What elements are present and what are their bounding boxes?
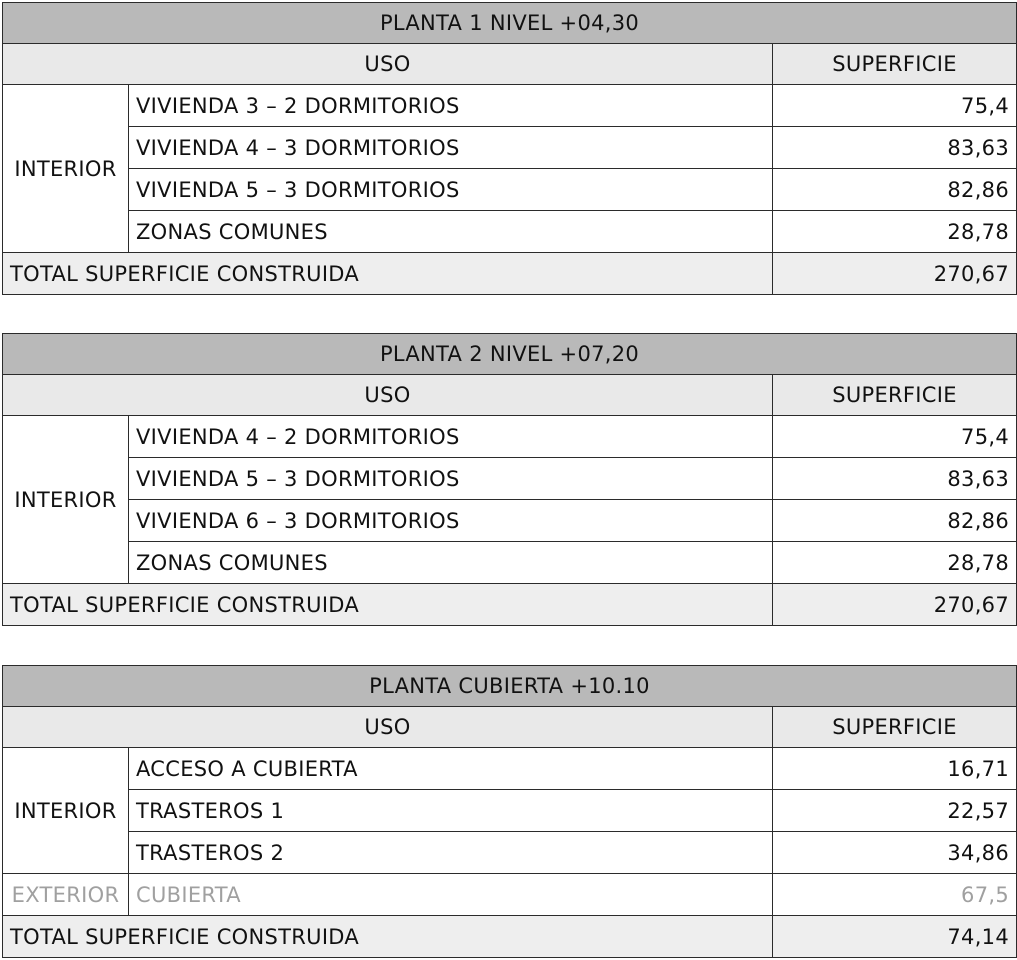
table-title: PLANTA 1 NIVEL +04,30 bbox=[3, 3, 1017, 44]
table-row bbox=[3, 416, 1017, 458]
zone-label-interior: INTERIOR bbox=[3, 748, 129, 874]
table-row bbox=[3, 832, 1017, 874]
table-title: PLANTA CUBIERTA +10.10 bbox=[3, 666, 1017, 707]
zone-label-interior: INTERIOR bbox=[3, 416, 129, 584]
column-header-uso: USO bbox=[3, 707, 773, 748]
total-row bbox=[3, 253, 1017, 295]
superficie-cell: 82,86 bbox=[773, 169, 1017, 211]
uso-cell: VIVIENDA 3 – 2 DORMITORIOS bbox=[129, 85, 773, 127]
superficie-cell: 82,86 bbox=[773, 500, 1017, 542]
surface-table-planta-1 bbox=[2, 2, 1017, 295]
column-header-uso: USO bbox=[3, 44, 773, 85]
superficie-cell: 83,63 bbox=[773, 458, 1017, 500]
table-header-row bbox=[3, 375, 1017, 416]
table-row-exterior bbox=[3, 874, 1017, 916]
uso-cell: TRASTEROS 1 bbox=[129, 790, 773, 832]
total-value: 270,67 bbox=[773, 253, 1017, 295]
table-title: PLANTA 2 NIVEL +07,20 bbox=[3, 334, 1017, 375]
uso-cell: VIVIENDA 4 – 2 DORMITORIOS bbox=[129, 416, 773, 458]
uso-cell: VIVIENDA 5 – 3 DORMITORIOS bbox=[129, 169, 773, 211]
table-row bbox=[3, 169, 1017, 211]
uso-cell: TRASTEROS 2 bbox=[129, 832, 773, 874]
total-label: TOTAL SUPERFICIE CONSTRUIDA bbox=[3, 253, 773, 295]
superficie-cell: 75,4 bbox=[773, 85, 1017, 127]
superficie-cell: 83,63 bbox=[773, 127, 1017, 169]
superficie-cell: 28,78 bbox=[773, 542, 1017, 584]
total-label: TOTAL SUPERFICIE CONSTRUIDA bbox=[3, 584, 773, 626]
superficie-cell: 67,5 bbox=[773, 874, 1017, 916]
surface-table-planta-2 bbox=[2, 333, 1017, 626]
uso-cell: VIVIENDA 4 – 3 DORMITORIOS bbox=[129, 127, 773, 169]
table-row bbox=[3, 85, 1017, 127]
table-row bbox=[3, 500, 1017, 542]
uso-cell: CUBIERTA bbox=[129, 874, 773, 916]
table-header-row bbox=[3, 707, 1017, 748]
table-row bbox=[3, 211, 1017, 253]
uso-cell: ZONAS COMUNES bbox=[129, 211, 773, 253]
surface-table-planta-cubierta bbox=[2, 665, 1017, 958]
table-row bbox=[3, 542, 1017, 584]
table-title-row bbox=[3, 3, 1017, 44]
superficie-cell: 34,86 bbox=[773, 832, 1017, 874]
uso-cell: VIVIENDA 5 – 3 DORMITORIOS bbox=[129, 458, 773, 500]
uso-cell: ACCESO A CUBIERTA bbox=[129, 748, 773, 790]
column-header-superficie: SUPERFICIE bbox=[773, 707, 1017, 748]
column-header-uso: USO bbox=[3, 375, 773, 416]
total-value: 74,14 bbox=[773, 916, 1017, 958]
table-row bbox=[3, 748, 1017, 790]
total-value: 270,67 bbox=[773, 584, 1017, 626]
total-label: TOTAL SUPERFICIE CONSTRUIDA bbox=[3, 916, 773, 958]
superficie-cell: 16,71 bbox=[773, 748, 1017, 790]
zone-label-interior: INTERIOR bbox=[3, 85, 129, 253]
table-title-row bbox=[3, 334, 1017, 375]
total-row bbox=[3, 584, 1017, 626]
superficie-cell: 22,57 bbox=[773, 790, 1017, 832]
total-row bbox=[3, 916, 1017, 958]
table-row bbox=[3, 458, 1017, 500]
superficie-cell: 28,78 bbox=[773, 211, 1017, 253]
superficie-cell: 75,4 bbox=[773, 416, 1017, 458]
column-header-superficie: SUPERFICIE bbox=[773, 375, 1017, 416]
column-header-superficie: SUPERFICIE bbox=[773, 44, 1017, 85]
table-row bbox=[3, 127, 1017, 169]
zone-label-exterior: EXTERIOR bbox=[3, 874, 129, 916]
table-row bbox=[3, 790, 1017, 832]
table-header-row bbox=[3, 44, 1017, 85]
table-title-row bbox=[3, 666, 1017, 707]
uso-cell: VIVIENDA 6 – 3 DORMITORIOS bbox=[129, 500, 773, 542]
uso-cell: ZONAS COMUNES bbox=[129, 542, 773, 584]
